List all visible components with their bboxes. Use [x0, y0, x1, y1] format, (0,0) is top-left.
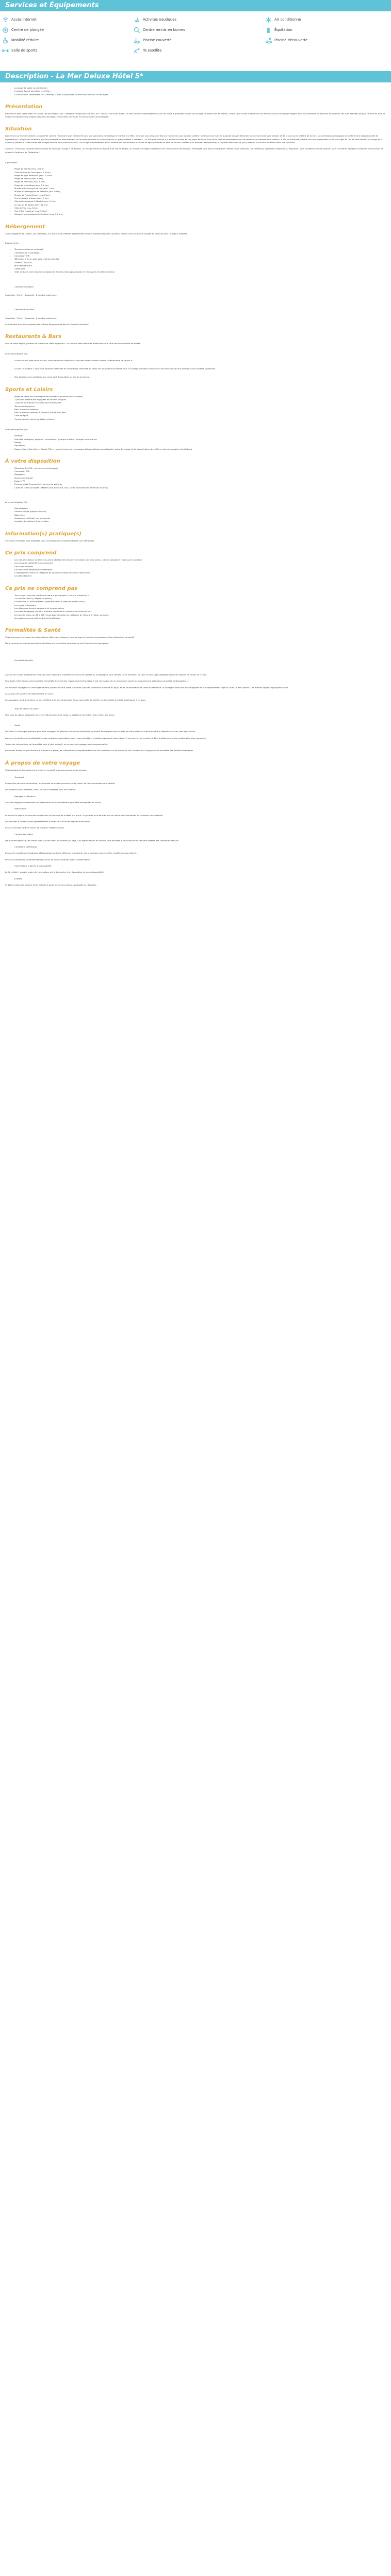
service-item — [265, 36, 391, 44]
disposition-paid-list — [5, 507, 386, 523]
list-item: • Carte de crédit acceptée : MasterCard, Eurocard, Visa, Diner International, American Express — [14, 486, 386, 489]
list-item: • Service village (payée à l'essai) — [14, 510, 386, 513]
formalites-text: Une taxe de séjour obligatoire de 1€ à 15€/chambre/nuit (selon la catégorie de l'hôtel) est à régler sur place. — [5, 713, 115, 716]
pool-icon — [134, 37, 140, 44]
boat-icon — [134, 16, 140, 23]
service-label: Centre de plongée — [11, 27, 44, 32]
list-item: • Plage de sable noir aménagée de transats et parasols (accès direct) — [14, 395, 386, 398]
service-item — [2, 26, 134, 34]
list-item: • Musée archéologique de Santorin (env. 8 km) — [14, 190, 386, 193]
formalites-list — [5, 724, 386, 727]
equipment-list — [5, 248, 386, 274]
list-item: • Site archéologique d'Akrotiri (env. 11 km) — [14, 200, 386, 203]
list-item: • Réception 24h/24 – service de conciergerie — [14, 467, 386, 470]
formalites-text: Assurance de santé et de déroulement en cours. — [5, 692, 54, 695]
list-item: • Transport — [14, 776, 386, 779]
list-item: • Musée de Pirgos (Cave) (env. 8 km) — [14, 194, 386, 197]
list-item: • Location de voitures & bicyclettes — [14, 520, 386, 523]
formalites-list — [5, 659, 386, 662]
wheelchair-icon — [2, 37, 9, 44]
service-item — [134, 36, 265, 44]
list-item: • Salle de sport — [14, 414, 386, 417]
apropos-text: Voici quelques informations à prendre en considération concernant votre voyage. — [5, 768, 87, 771]
list-item: • Fira's capitale antique (env. 7 km) — [14, 197, 386, 200]
apropos-list — [5, 877, 386, 880]
formalites-list — [5, 707, 386, 710]
list-item: • Connexion Wifi — [14, 470, 386, 473]
service-label: Ta satellite — [143, 48, 162, 53]
list-item: • Le volcan de Skaros (env. 11 km) — [14, 204, 386, 207]
service-label: Accès internet — [11, 17, 37, 22]
list-item: • Les taxes aéroport — [14, 565, 386, 568]
list-item: • Connexion Wifi — [14, 255, 386, 258]
list-item: • Balayé — [14, 441, 386, 444]
list-item: • Aéroport International de Santorin (env. 3,7 km) — [14, 213, 386, 216]
apropos-list — [5, 795, 386, 798]
list-item: • La douce vue, immédiate sur « marbay » avec la splendide coucher de soleil sur la mer Egée — [14, 93, 386, 96]
list-item: • Activités nautiques, plongée – snorkeling • (marque à tuba), plongée sous-marine — [14, 438, 386, 441]
formalites-text: Aucune vaccination n'est obligatoire mais certaines vaccinations sont recommandées, n'oubliez pas avant votre départ à vos vaccins de manière à être protégé contre les maladies les plus courantes. — [5, 736, 206, 739]
sports-paid-list — [5, 434, 386, 450]
list-item: • Parking (privé & proximité), service de voiturier — [14, 483, 386, 486]
dumbbell-icon — [2, 47, 9, 54]
list-item: • Plage de Monolithos (env. 5,5 km) — [14, 184, 386, 187]
hebergement-heading: Hébergement — [5, 224, 45, 230]
description-body — [0, 87, 391, 887]
list-item: • Les frais de bagage (soulé si membre contiente au moment du choix du vol) — [14, 610, 386, 613]
list-item: • Plage de Agia Paraskevi (env. 2,5 km) — [14, 174, 386, 177]
list-item: • Plage de Perivolos (env. 8 km) — [14, 180, 386, 183]
list-item: • Bureau de change — [14, 477, 386, 480]
sports-free-list — [5, 395, 386, 421]
formalites-text: Vous trouverez ci-dessous les informations utiles pour préparer votre voyage et prendre connaissance des précautions de santé. — [5, 636, 135, 639]
apropos-text: De manière générale, les hôtels sont classés selon les normes du pays. Les appréciations de confort sont données à titre indicatif et peuvent différer des standards français. — [5, 839, 180, 842]
list-item: • Baby-sitter — [14, 514, 386, 517]
situation-heading: Situation — [5, 126, 32, 132]
apropos-text: L'hôtel accepte les adultes et les enfants à partir de 14 ans (séjours partagés ou réservés). — [5, 883, 97, 886]
apropos-text: Le lit « bébé » dans le cadre de votre séjour est à demander à la réservation et selon disponibilité. — [5, 871, 105, 874]
list-item: • Enfants — [14, 877, 386, 880]
apropos-list — [5, 776, 386, 779]
room-note: La Chambre Exécutive dispose des mêmes équipements que la Chambre Standard. — [5, 323, 89, 326]
list-item: • L'hébergement selon la catégorie de chambre choisie lors de la réservation — [14, 571, 386, 574]
intro-list — [5, 87, 386, 96]
list-item: • Informations relatives à la possibilité — [14, 865, 386, 868]
service-item — [2, 36, 134, 44]
snowflake-icon — [265, 16, 272, 23]
list-item: • Les transferts aéroport/hôtel/aéroport — [14, 568, 386, 571]
list-item: • 1 piscine intérieure à l'espace Spa et bien-être — [14, 401, 386, 404]
formalites-text: Un séjour à l'étranger implique pour tout voyageur de prendre certaines précautions de santé. Renseignez-vous auprès de votre médecin traitant avant le départ ou sur les sites spécialisés. — [5, 730, 196, 733]
list-item: • Les assurances complémentaires facultatives — [14, 617, 386, 620]
formalites-text: Retrouvez toutes les précautions à prendre sur place, les informations complémentaires et les formalités sur le portail du site Conseils aux Voyageurs du ministère des Affaires étrangères. — [5, 749, 194, 752]
list-item: • Ville de Fira (env. 8 km) — [14, 207, 386, 210]
room-name: • Chambre Standard — [14, 285, 386, 289]
nonincl-list — [5, 594, 386, 620]
apropos-text: Pour nos personnes à mobilité réduite, merci de nous contacter avant la réservation. — [5, 858, 91, 861]
presentation-heading: Présentation — [5, 104, 43, 110]
list-item: • Parasols — [14, 434, 386, 437]
formalites-heading: Formalités & Santé — [5, 628, 61, 634]
page — [0, 0, 391, 890]
apropos-text: Les départs sont confirmés, merci de nous contacter pour les horaires. — [5, 788, 76, 791]
list-item: • Bagages « spéciaux » — [14, 795, 386, 798]
list-item: • Musée préhistorique de Fira (env. 7 km) — [14, 187, 386, 190]
list-item: • Tout ce qui n'est pas mentionné dans le paragraphe « Ce prix comprend » — [14, 594, 386, 597]
diving-icon — [2, 27, 9, 33]
list-item: • Terrasses de piscine — [14, 405, 386, 408]
description-section-title: Description - La Mer Deluxe Hôtel 5* — [0, 71, 391, 82]
formalites-text: Nous trouvons le plus de formalités officielles aux formalités sanitaires du site Conseils aux Voyageurs. — [5, 642, 109, 645]
apropos-list — [5, 833, 386, 836]
apropos-list — [5, 865, 386, 868]
services-grid — [0, 11, 391, 62]
sports-paid-label: Avec participation (€) : — [5, 428, 28, 431]
room-list — [5, 308, 386, 311]
service-label: Salle de sports — [11, 48, 38, 53]
formalites-text: Les passagers en transit dans un pays différent de leur destination finale sont priés de vérifier les formalités d'entrée spécifiques à ce pays. — [5, 699, 146, 702]
room-list — [5, 285, 386, 289]
services-section-title: Services et Équipements — [0, 0, 391, 11]
list-item: • Confort des hôtels — [14, 833, 386, 836]
list-item: • Espace Spa et bien-être « Spa Le Pilie » : sauna, hammam, massages thérapeutiques ou relaxants, soins du visage et de beauté salon de coiffure, soins des ongles et épilations — [14, 448, 386, 451]
service-item — [134, 46, 265, 55]
pool-outdoor-icon — [265, 37, 272, 44]
list-item: • Bagagerie — [14, 473, 386, 476]
list-item: • Assistance médicale (sur demande) — [14, 517, 386, 520]
apropos-list — [5, 807, 386, 810]
list-item: • Conditions spécifiques — [14, 845, 386, 849]
satellite-icon — [134, 47, 140, 54]
restaurants-text: Lors de votre séjour, profitez de la formule «Petit déjeuner». Le copieux petit-déjeuner américain vous sera servi sous forme de buffet. — [5, 342, 141, 345]
tennis-icon — [134, 27, 140, 33]
list-item: • Centre beauté, demie de table, enfoncé — [14, 418, 386, 421]
list-item: • Le petit-déjeuner — [14, 574, 386, 578]
comprend-heading: Ce prix comprend — [5, 550, 57, 556]
restaurants-list — [5, 359, 386, 379]
restaurants-heading: Restaurants & Bars — [5, 334, 62, 340]
apropos-text: La durée du séjour est calculée en fonction du nombre de nuitées sur place. Le premier et le dernier jour du séjour sont consacrés au transport international. — [5, 814, 164, 817]
disposition-heading: À votre disposition — [5, 458, 60, 464]
service-label: Centre tennis en bornes — [143, 27, 185, 32]
apropos-text: En cas de conditions climatiques défavorables ou d'une affluence importante, les prestations peuvent être modifiées sans préavis. — [5, 852, 137, 855]
list-item: • 2 piscines extérieures équipées de chaises longues — [14, 398, 386, 401]
list-item: • Les dépenses d'ordre personnel et les pourboires — [14, 607, 386, 610]
room-desc: Superficie : 29 m² - Capacité : 2 adultes maximum. — [5, 316, 57, 319]
service-item — [134, 26, 265, 34]
list-item: • Climatisation / chauffage — [14, 251, 386, 255]
formalites-text: Toutes les informations de formalités sont à titre indicatif, et ne peuvent engager notre responsabilité. — [5, 742, 108, 745]
formalites-text: Au sein de l'Union européenne (UE), les seuls nationaux d'identité en cours de validité ou le passeport sont valides sur le territoire. Ils s'ont un message obligatoire pour les séjours de moins de 3 mois. — [5, 673, 207, 676]
list-item: • La taxe de séjour (à régler sur place) — [14, 597, 386, 600]
list-item: • La plage de sable non de Kamari — [14, 87, 386, 90]
service-item — [134, 15, 265, 24]
formalites-text: Pour toute information concernant les formalités d'entrée des ressortissants étrangers, il est nécessaire de se renseigner auprès des organismes adéquats (consulats, ambassades...). — [5, 680, 189, 683]
list-item: • Télévision à écran plat avec chaînes satellite — [14, 258, 386, 261]
service-item — [2, 15, 134, 24]
situation-text: Santorin, c'est aussi la particularité unique de la plage « rouge » de Kamari, un village fertile la plus haut de l'île de Pirgos, ou encore le village d'Akrotiri et les ruines d'une cité antique, immergée sous deux et quelques mètres, vous rationnez. De nombreux vignobles, majestueux, fréquents, nous qualifions l'île de Santorin sous le chemin, comptez d'unifie le nouvel point de départ à l'intérieur de l'épidémie ! — [5, 147, 384, 154]
nonincl-heading: Ce prix ne comprend pas — [5, 585, 78, 591]
list-item: • Le transfert « Cocktail/Hôtel » (possible selon la date de rendez-vous) — [14, 600, 386, 603]
list-item: • Mini-réfrigérateur — [14, 264, 386, 267]
service-label: Air conditionné — [274, 17, 301, 22]
list-item: • Taxe de séjour en Grèce — [14, 707, 386, 710]
apropos-text: Les arrivées à l'hôtel se font généralement à partir de 14h et les départs avant midi. — [5, 820, 91, 823]
list-item: • La taxe de séjour de 3€ à 15€ / chambre/nuit (selon la catégorie de l'hôtel), à régler sur place — [14, 614, 386, 617]
proximity-list — [5, 167, 386, 216]
restaurants-label: Avec participation (€) : — [5, 352, 28, 355]
horse-icon — [265, 27, 272, 33]
wifi-icon — [2, 16, 9, 23]
list-item: • Le bar « Cocktails » donc une ambiance tamisée et romantique, réservée au dîner aux chandelles et offrez-vous un voyage culinaire complété d'une sélection de vins primés et de cocktails signatures. — [14, 367, 386, 370]
room-desc: Superficie : 25 m² - Capacité : 2 adultes maximum. — [5, 293, 57, 296]
info-heading: Information(s) pratique(s) — [5, 531, 82, 537]
service-label: Piscine couverte — [143, 38, 172, 42]
list-item: • Les repas et boissons — [14, 604, 386, 607]
list-item: • Formalité d'entrée — [14, 659, 386, 662]
presentation-text: Bienvenue dans votre hôtel 5* La Mer Deluxe Hotel & Spa ! Véritable refuge pour adultes, en « vision » est avec doute l'un des meilleurs établissements de l'île. Situé à quelques mètres de la plage de sable noir de Kamari, l'hôtel vous invite à découvrir son architecture et un design élégant avec un ensemble de services de qualités. Pour les activités de jour comme de nuit, le village de Kamari vous propose des bars de plage, restaurants, tavernes et toutes sortes de boutiques. — [5, 112, 385, 118]
sports-heading: Sports et Loisirs — [5, 386, 53, 393]
list-item: • Salle de bains avec douche ou baignoire d'hydro-massage, peignoir et chaussons et sèche-cheveux — [14, 270, 386, 274]
list-item: • Port d'Oia (caldera) (env. 13 km) — [14, 210, 386, 213]
service-label: Piscine découverte — [274, 38, 308, 42]
apropos-list — [5, 845, 386, 849]
list-item: • Les vols aller/retour au tarif non-valeur (billets émis dès la réservation par mes soins) – besoin possible à rebot ouvrir au retour — [14, 558, 386, 562]
list-item: • Terrasse ou balcon aménagé — [14, 248, 386, 251]
equipment-label: Équipements : — [5, 242, 20, 245]
room-name: • Chambre Exécutive — [14, 308, 386, 311]
list-item: • Blanchisserie — [14, 507, 386, 510]
apropos-text: En fonction de votre destination, les horaires de départ peuvent varier, merci de nous contacter pour vérifier. — [5, 782, 116, 785]
list-item: • Santé — [14, 724, 386, 727]
apropos-text: En cas d'arrivée tardive, merci de prévenir l'établissement. — [5, 826, 65, 829]
list-item: • Bain à remous extérieur — [14, 408, 386, 411]
list-item: • Équitation — [14, 444, 386, 447]
list-item: • Bain à remous intérieur à l'espace Spa et bien-être — [14, 411, 386, 414]
list-item: • Coffre-fort — [14, 267, 386, 270]
list-item: • Villa antique de Thera (env. 2,5 km) — [14, 171, 386, 174]
service-item — [265, 15, 391, 24]
proximity-label: À proximité : — [5, 161, 18, 164]
list-item: • L'espace Spa et bien-être « Le Pilie » — [14, 90, 386, 93]
apropos-text: Certains bagages nécessitent une réservation avec supplément pour être transportés en soute. — [5, 801, 102, 804]
list-item: • Votre séjour — [14, 807, 386, 810]
list-item: • Des boissons des collations à la carte sont disponibles au bar de la piscine. — [14, 376, 386, 379]
formalites-text: Les mineurs voyageant à l'étranger devront justifier de leur pièce d'identité (voir les conditions d'entrée du pays) et de l'autorisation de sortie du territoire. Ils voyagent sans être accompagnés de leur représentant légal ou avec un seul parent. Les mêmes règles s'appliquent à eux. — [5, 686, 289, 689]
service-item — [2, 46, 134, 55]
service-label: Activités nautiques — [143, 17, 176, 22]
apropos-heading: À propos de votre voyage — [5, 760, 80, 766]
situation-text: Bienvenue sur l'île de Santorin, considérée comme l'endroit le plus recherché pour son panorama romantique en Grèce. En effet, il émane une ambiance dans le monde où vous pourrez profiter. Viewsq d'une marche auquelle vous le dévoilent que de ses fameuses falaises et de la vue sur la caldera de la mer. La contribution géologique de cette île est exceptionnelle et mystérieuse : malgré les éruptions qui ont provoqué un effondrement de la partie centrale du volcan créant un grand cratère « caldera » ; la volcanie a laissé à la nature sa trace et ses pique tel-l'eau. Fira est la capitale pittoresque de l'île perchée au sommet de la caldera, à 260 m d'altitude, offrant une vue imprenable sur la mer Egée et l'île de Nea Kameni. La longe de la caldera y permet à la rencontre des villages dont la plus connue est Oia : ce village mondialement aussi réservé fois les maisons blanches et églises bleues au bord de la mer. Profitez d'un moment exceptionnel, à la petite terre de l'île, pour admirer le coucher de soleil dans une voluxure. — [5, 134, 383, 144]
list-item: • Lecteur CD / DVD — [14, 261, 386, 264]
list-item: • Plage de Perissa (env. 9 km) — [14, 177, 386, 180]
list-item: • Plage de Kamari (env. 100 m) — [14, 167, 386, 171]
service-label: Mobilité réduite — [11, 38, 39, 42]
list-item: • Les taxes de solidarité et de carburant — [14, 562, 386, 565]
service-label: Équitation — [274, 27, 292, 32]
hebergement-text: Alliant élégance et confort, les chambres, à la décoration raffinée agrémentée d'objets traditionnels des Cyclades, offrent une très bonne qualité de services pour un séjour relaxant. — [5, 232, 188, 235]
service-item — [265, 26, 391, 34]
disposition-free-list — [5, 467, 386, 489]
list-item: • Espace TV — [14, 480, 386, 483]
comprend-list — [5, 558, 386, 578]
list-item: • Le restaurant, près de la piscine, vous permettra d'apprécier les plats locaux alliant cuisine traditionnelle de terroir d' — [14, 359, 386, 362]
disposition-paid-label: Avec participation (€) : — [5, 500, 28, 503]
info-text: Certaines chambres sont adaptées pour les personnes à mobilité réduite (sur demande). — [5, 539, 95, 542]
